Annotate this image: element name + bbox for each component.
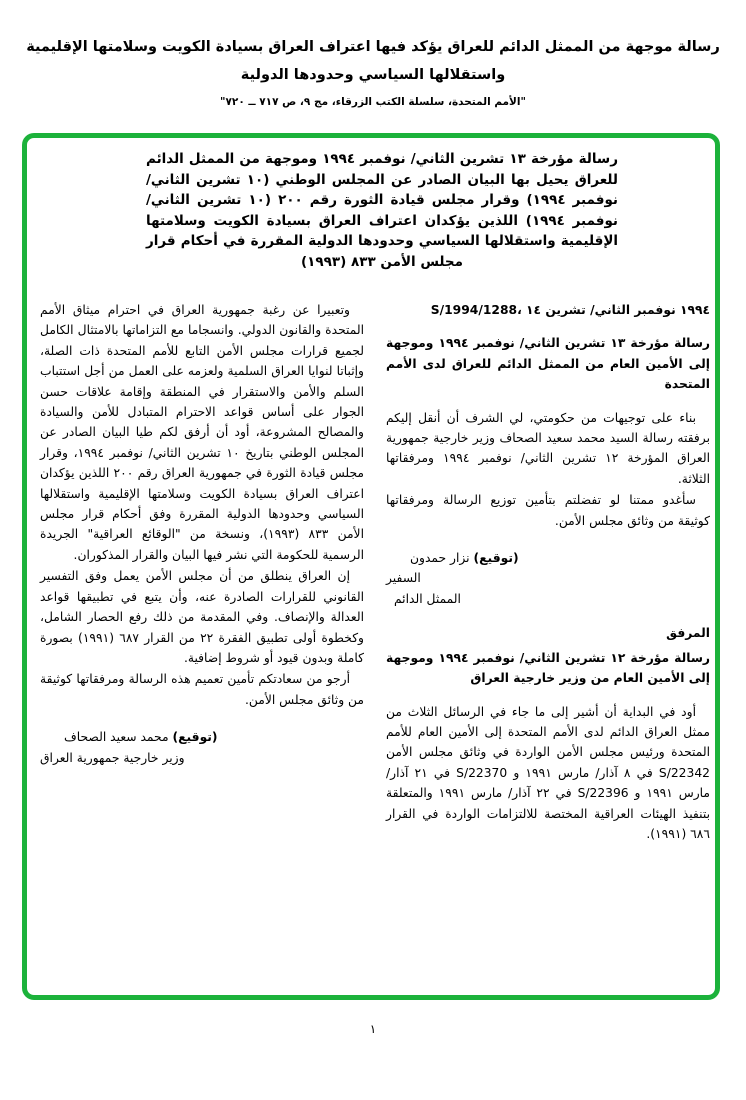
column-left (40, 300, 364, 844)
letter-paragraph: وتعبيرا عن رغبة جمهورية العراق في احترام ميثاق الأمم المتحدة والقانون الدولي. وانسجاما مع التزاماتها بالامتثال الكامل لجميع قرارات مجلس الأمن التابع للأمم المتحدة ذات الصلة، وإثباتا لنوايا العراق السلمية ولعزمه على العمل من أجل استتباب السلم والأمن والاستقرار في المنطقة وإقامة علاقات حسن الجوار على أساس قواعد الاحترام المتبادل للأمن والسيادة والمصالح المشروعة، أود أن أرفق لكم طيا البيان الصادر عن المجلس الوطني بتاريخ ١٠ تشرين الثاني/ نوفمبر ١٩٩٤، وقرار مجلس قيادة الثورة في جمهورية العراق رقم ٢٠٠ اللذين يؤكدان اعتراف العراق بسيادة الكويت وسلامتها الإقليمية واستقلالها السياسي وحدودها الدولية المقررة وفق أحكام قرار مجلس الأمن ٨٣٣ (١٩٩٣)، ونسخة من "الوقائع العراقية" الجريدة الرسمية للحكومة التي نشر فيها البيان والقرار المذكوران. (40, 303, 364, 562)
signature-label: (توقيع) (473, 551, 519, 566)
annex-label: المرفق (666, 626, 710, 641)
document-title-line1: رسالة موجهة من الممثل الدائم للعراق يؤكد فيها اعتراف العراق بسيادة الكويت وسلامتها الإقليمية (26, 39, 720, 55)
annex-paragraph: أود في البداية أن أشير إلى ما جاء في الرسائل الثلاث من ممثل العراق الدائم لدى الأمم المتحدة إلى الأمين العام للأمم المتحدة ورئيس مجلس الأمن الواردة في وثائق مجلس الأمن S/22342 في ٨ آذار/ مارس ١٩٩١ و S/22370 في ٢١ آذار/ مارس ١٩٩١ و S/22396 في ٢٢ آذار/ مارس ١٩٩١ والمتعلقة بتنفيذ الهيئات العراقية المختصة للالتزامات الواردة في القرار ٦٨٦ (١٩٩١). (386, 704, 710, 841)
letter-paragraph: أرجو من سعادتكم تأمين تعميم هذه الرسالة ومرفقاتها كوثيقة من وثائق مجلس الأمن. (40, 672, 364, 707)
document-header (20, 34, 726, 108)
signature-title: الممثل الدائم (394, 591, 461, 606)
signature-label: (توقيع) (172, 730, 218, 745)
signature-line (386, 548, 710, 568)
letter-heading: رسالة مؤرخة ١٣ تشرين الثاني/ نوفمبر ١٩٩٤ وموجهة إلى الأمين العام من الممثل الدائم للعراق لدى الأمم المتحدة (386, 336, 710, 392)
signature-name: محمد سعيد الصحاف (64, 730, 169, 745)
document-title-line2: واستقلالها السياسي وحدودها الدولية (240, 66, 506, 83)
annex-heading: رسالة مؤرخة ١٢ تشرين الثاني/ نوفمبر ١٩٩٤ وموجهة إلى الأمين العام من وزير خارجية العراق (386, 650, 710, 686)
signature-name: نزار حمدون (410, 551, 470, 566)
document-reference-line (386, 300, 710, 320)
signature-title: السفير (386, 571, 421, 586)
page-number: ١ (369, 1022, 377, 1036)
letter-paragraph: إن العراق ينطلق من أن مجلس الأمن يعمل وفق التفسير القانوني للقرارات الصادرة عنه، وأن يتبع في تطبيقها قواعد العدالة والإنصاف. وفي المقدمة من ذلك رفع الحصار الشامل، وكخطوة أولى تطبيق الفقرة ٢٢ من القرار ٦٨٧ (١٩٩١) بصورة كاملة وبدون قيود أو شروط إضافية. (40, 569, 364, 665)
document-date: ١٤ تشرين الثاني/ نوفمبر ١٩٩٤ (526, 303, 710, 317)
letter-paragraph: سأغدو ممتنا لو تفضلتم بتأمين توزيع الرسالة ومرفقاتها كوثيقة من وثائق مجلس الأمن. (386, 493, 710, 528)
document-symbol: S/1994/1288، (430, 303, 522, 317)
signature-line (40, 727, 364, 747)
source-note: "الأمم المتحدة، سلسلة الكتب الزرقاء، مج ٩، ص ٧١٧ ــ ٧٢٠" (220, 96, 526, 109)
two-column-body (40, 300, 710, 844)
signature-title: وزير خارجية جمهورية العراق (40, 750, 185, 765)
column-right (386, 300, 710, 844)
letter-paragraph: بناء على توجيهات من حكومتي، لي الشرف أن أنقل إليكم برفقته رسالة السيد محمد سعيد الصحاف وزير خارجية جمهورية العراق المؤرخة ١٢ تشرين الثاني/ نوفمبر ١٩٩٤ ومرفقاتها الثلاثة. (386, 410, 710, 486)
signature-block-ambassador (386, 548, 710, 609)
signature-block-minister (40, 727, 364, 768)
letter-summary: رسالة مؤرخة ١٣ تشرين الثاني/ نوفمبر ١٩٩٤ وموجهة من الممثل الدائم للعراق يحيل بها البيان الصادر عن المجلس الوطني (١٠ تشرين الثاني/ نوفمبر ١٩٩٤) وقرار مجلس قيادة الثورة رقم ٢٠٠ (١٠ تشرين الثاني/ نوفمبر ١٩٩٤) اللذين يؤكدان اعتراف العراق بسيادة الكويت وسلامتها الإقليمية واستقلالها السياسي وحدودها الدولية المقررة في أحكام قرار مجلس الأمن ٨٣٣ (١٩٩٣) (146, 151, 618, 270)
